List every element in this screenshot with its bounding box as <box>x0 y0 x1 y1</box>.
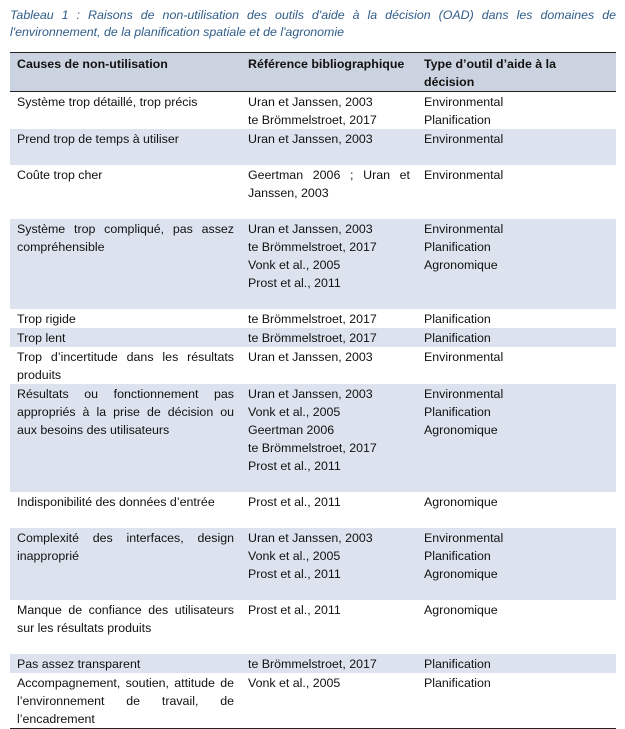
reference-cell <box>241 129 417 165</box>
header-causes: Causes de non-utilisation <box>10 53 241 92</box>
tool-type-cell <box>417 219 616 309</box>
reference-entry: Prost et al., 2011 <box>248 567 341 581</box>
table-row <box>10 600 616 654</box>
tool-type-entry: Environmental <box>424 387 504 401</box>
reference-entry: te Brömmelstroet, 2017 <box>248 441 377 455</box>
tool-type-entry: Agronomique <box>424 423 498 437</box>
tool-type-entry: Environmental <box>424 350 504 364</box>
cause-cell: Résultats ou fonctionnement pas appropriés à la prise de décision ou aux besoins des utilisateurs <box>10 384 241 492</box>
cause-cell: Coûte trop cher <box>17 168 103 182</box>
table-row <box>10 92 616 130</box>
tool-type-entry: Agronomique <box>424 258 498 272</box>
cause-cell: Accompagnement, soutien, attitude de l’environnement de travail, de l’encadrement <box>10 673 241 729</box>
reference-cell <box>241 492 417 528</box>
reference-entry: Geertman 2006 <box>248 423 335 437</box>
reference-entry: te Brömmelstroet, 2017 <box>248 113 377 127</box>
tool-type-entry: Environmental <box>424 95 504 109</box>
header-reference: Référence bibliographique <box>241 53 417 92</box>
table-row <box>10 528 616 600</box>
cause-cell: Manque de confiance des utilisateurs sur les résultats produits <box>17 603 234 635</box>
table-row <box>10 492 616 528</box>
reference-cell <box>241 347 417 384</box>
tool-type-entry: Planification <box>424 113 491 127</box>
reference-entry: te Brömmelstroet, 2017 <box>248 657 377 671</box>
tool-type-cell <box>417 92 616 130</box>
reference-entry: Prost et al., 2011 <box>248 495 341 509</box>
tool-type-entry: Planification <box>424 312 491 326</box>
header-tool-type: Type d’outil d’aide à la décision <box>417 53 616 92</box>
reference-cell <box>241 528 417 600</box>
table-row <box>10 654 616 673</box>
table-row <box>10 347 616 384</box>
tool-type-cell <box>417 328 616 347</box>
reference-cell <box>241 309 417 328</box>
tool-type-cell <box>417 384 616 492</box>
reference-entry: Uran et Janssen, 2003 <box>248 95 373 109</box>
tool-type-entry: Planification <box>424 240 491 254</box>
cause-cell: Indisponibilité des données d’entrée <box>17 495 215 509</box>
reference-entry: Geertman 2006 ; Uran et Janssen, 2003 <box>248 168 410 200</box>
tool-type-cell <box>417 528 616 600</box>
reference-cell <box>241 600 417 654</box>
non-use-reasons-table <box>10 52 616 729</box>
cause-cell: Pas assez transparent <box>10 654 241 673</box>
reference-entry: Uran et Janssen, 2003 <box>248 350 373 364</box>
tool-type-cell <box>417 654 616 673</box>
cause-cell: Trop rigide <box>17 312 76 326</box>
tool-type-cell <box>417 309 616 328</box>
table-row <box>10 384 616 492</box>
reference-cell <box>241 654 417 673</box>
table-row <box>10 219 616 309</box>
reference-entry: Vonk et al., 2005 <box>248 258 341 272</box>
tool-type-entry: Agronomique <box>424 495 498 509</box>
reference-entry: Uran et Janssen, 2003 <box>248 132 373 146</box>
table-row <box>10 673 616 729</box>
tool-type-entry: Environmental <box>424 132 504 146</box>
reference-entry: Vonk et al., 2005 <box>248 676 341 690</box>
tool-type-cell <box>417 673 616 729</box>
tool-type-entry: Planification <box>424 405 491 419</box>
tool-type-entry: Planification <box>424 331 491 345</box>
tool-type-entry: Agronomique <box>424 567 498 581</box>
tool-type-entry: Planification <box>424 676 491 690</box>
tool-type-entry: Agronomique <box>424 603 498 617</box>
reference-entry: te Brömmelstroet, 2017 <box>248 312 377 326</box>
reference-entry: Vonk et al., 2005 <box>248 405 341 419</box>
tool-type-entry: Planification <box>424 549 491 563</box>
reference-entry: Prost et al., 2011 <box>248 276 341 290</box>
tool-type-entry: Environmental <box>424 222 504 236</box>
cause-cell: Système trop détaillé, trop précis <box>17 95 198 109</box>
table-row <box>10 328 616 347</box>
tool-type-cell <box>417 347 616 384</box>
cause-cell: Système trop compliqué, pas assez compréhensible <box>10 219 241 309</box>
table-caption: Tableau 1 : Raisons de non-utilisation des outils d'aide à la décision (OAD) dans les domaines de l'environnement, de la planification spatiale et de l'agronomie <box>10 8 616 39</box>
tool-type-entry: Planification <box>424 657 491 671</box>
cause-cell: Complexité des interfaces, design inapproprié <box>10 528 241 600</box>
cause-cell: Trop lent <box>10 328 241 347</box>
cause-cell: Prend trop de temps à utiliser <box>10 129 241 165</box>
tool-type-cell <box>417 600 616 654</box>
tool-type-cell <box>417 492 616 528</box>
table-row <box>10 165 616 219</box>
reference-cell <box>241 384 417 492</box>
reference-cell <box>241 328 417 347</box>
reference-cell <box>241 219 417 309</box>
reference-entry: Vonk et al., 2005 <box>248 549 341 563</box>
tool-type-entry: Environmental <box>424 531 504 545</box>
reference-cell <box>241 165 417 219</box>
reference-entry: Uran et Janssen, 2003 <box>248 531 373 545</box>
reference-entry: Uran et Janssen, 2003 <box>248 387 373 401</box>
tool-type-cell <box>417 165 616 219</box>
reference-entry: Prost et al., 2011 <box>248 603 341 617</box>
tool-type-entry: Environmental <box>424 168 504 182</box>
table-row <box>10 129 616 165</box>
table-row <box>10 309 616 328</box>
reference-entry: te Brömmelstroet, 2017 <box>248 240 377 254</box>
cause-cell: Trop d’incertitude dans les résultats produits <box>17 350 234 382</box>
table-header-row <box>10 53 616 92</box>
reference-entry: Uran et Janssen, 2003 <box>248 222 373 236</box>
reference-entry: Prost et al., 2011 <box>248 459 341 473</box>
reference-entry: te Brömmelstroet, 2017 <box>248 331 377 345</box>
tool-type-cell <box>417 129 616 165</box>
reference-cell <box>241 673 417 729</box>
reference-cell <box>241 92 417 130</box>
